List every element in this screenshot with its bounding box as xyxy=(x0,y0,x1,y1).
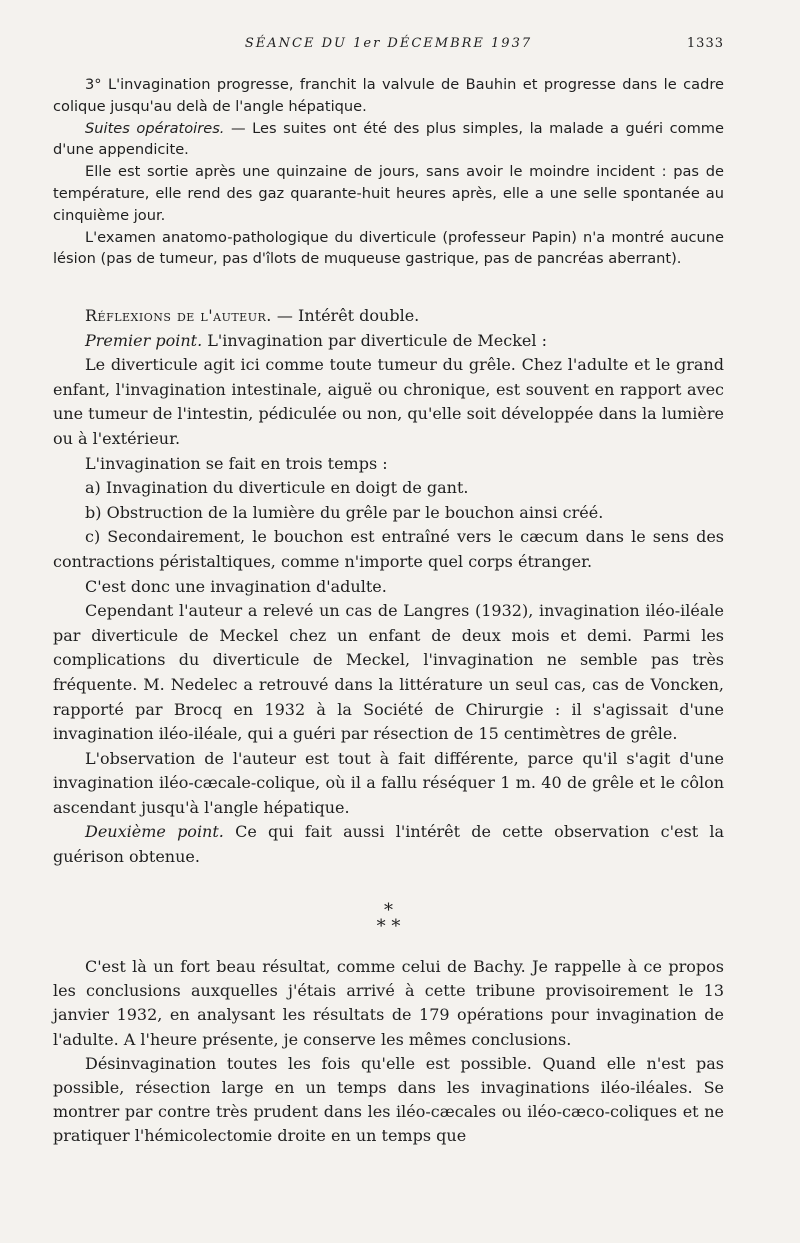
commentary-section xyxy=(53,955,724,1149)
point-3-paragraph: 3° L'invagination progresse, franchit la valvule de Bauhin et progresse dans le cadre colique jusqu'au delà de l'angle hépatique. xyxy=(53,76,724,115)
list-item-a: a) Invagination du diverticule en doigt de gant. xyxy=(85,478,469,498)
premier-point-paragraph xyxy=(53,329,724,354)
reflexions-section xyxy=(53,304,724,870)
suites-label: Suites opératoires. xyxy=(85,119,225,137)
separator-star-bottom: * * xyxy=(376,916,401,937)
page-number: 1333 xyxy=(686,36,724,51)
list-item-c: c) Secondairement, le bouchon est entraîné vers le cæcum dans le sens des contractions péristaltiques, comme n'importe quel corps étranger. xyxy=(53,527,724,571)
deuxieme-point-label: Deuxième point. xyxy=(85,822,224,842)
premier-point-text: L'invagination par diverticule de Meckel : xyxy=(202,330,547,350)
bachy-paragraph: C'est là un fort beau résultat, comme celui de Bachy. Je rappelle à ce propos les conclusions auxquelles j'étais arrivé à cette tribune provisoirement le 13 janvier 1932, en analysant les résultats de 179 opérations pour invagination de l'adulte. A l'heure présente, je conserve les mêmes conclusions. xyxy=(53,957,724,1049)
separator-star-top: * xyxy=(384,900,393,921)
sortie-paragraph: Elle est sortie après une quinzaine de jours, sans avoir le moindre incident : pas de température, elle rend des gaz quarante-huit heures après, elle a une selle spontanée au cinquième jour. xyxy=(53,163,724,224)
trois-temps-paragraph: L'invagination se fait en trois temps : xyxy=(85,453,388,473)
suites-paragraph xyxy=(53,118,724,162)
examen-paragraph: L'examen anatomo-pathologique du diverticule (professeur Papin) n'a montré aucune lésion (pas de tumeur, pas d'îlots de muqueuse gastrique, pas de pancréas aberrant). xyxy=(53,228,724,268)
case-report-section xyxy=(53,74,724,270)
desinvagination-paragraph: Désinvagination toutes les fois qu'elle est possible. Quand elle n'est pas possible, résection large en un temps dans les invaginations iléo-iléales. Se montrer par contre très prudent dans les iléo-cæcales ou iléo-cæco-coliques et ne pratiquer l'hémicolectomie droite en un temps que xyxy=(53,1053,724,1146)
deuxieme-point-paragraph xyxy=(53,820,724,869)
diverticule-paragraph: Le diverticule agit ici comme toute tumeur du grêle. Chez l'adulte et le grand enfant, l'invagination intestinale, aiguë ou chronique, est souvent en rapport avec une tumeur de l'intestin, pédiculée ou non, qu'elle soit développée dans la lumière ou à l'extérieur. xyxy=(53,355,724,448)
adulte-paragraph: C'est donc une invagination d'adulte. xyxy=(85,576,387,596)
observation-paragraph: L'observation de l'auteur est tout à fait différente, parce qu'il s'agit d'une invagination iléo-cæcale-colique, où il a fallu réséquer 1 m. 40 de grêle et le côlon ascendant jusqu'à l'angle hépatique. xyxy=(53,748,724,817)
list-item-b: b) Obstruction de la lumière du grêle par le bouchon ainsi créé. xyxy=(85,502,604,522)
deuxieme-point-text: Ce qui fait aussi l'intérêt de cette observation c'est la guérison obtenue. xyxy=(53,822,724,867)
reflexions-heading-rest: — Intérêt double. xyxy=(271,306,420,325)
header-title: SÉANCE DU 1er DÉCEMBRE 1937 xyxy=(244,36,533,51)
reflexions-heading xyxy=(53,304,724,329)
suites-text: — Les suites ont été des plus simples, la malade a guéri comme d'une appendicite. xyxy=(53,119,724,159)
langres-paragraph: Cependant l'auteur a relevé un cas de Langres (1932), invagination iléo-iléale par diverticule de Meckel chez un enfant de deux mois et demi. Parmi les complications du diverticule de Meckel, l'invagination ne semble pas très fréquente. M. Nedelec a retrouvé dans la littérature un seul cas, cas de Voncken, rapporté par Brocq en 1932 à la Société de Chirurgie : il s'agissait d'une invagination iléo-iléale, qui a guéri par résection de 15 centimètres de grêle. xyxy=(53,601,724,744)
running-header xyxy=(53,36,724,56)
premier-point-label: Premier point. xyxy=(85,330,203,350)
reflexions-heading-label: Réflexions de l'auteur. xyxy=(85,306,272,325)
section-separator xyxy=(53,900,724,943)
